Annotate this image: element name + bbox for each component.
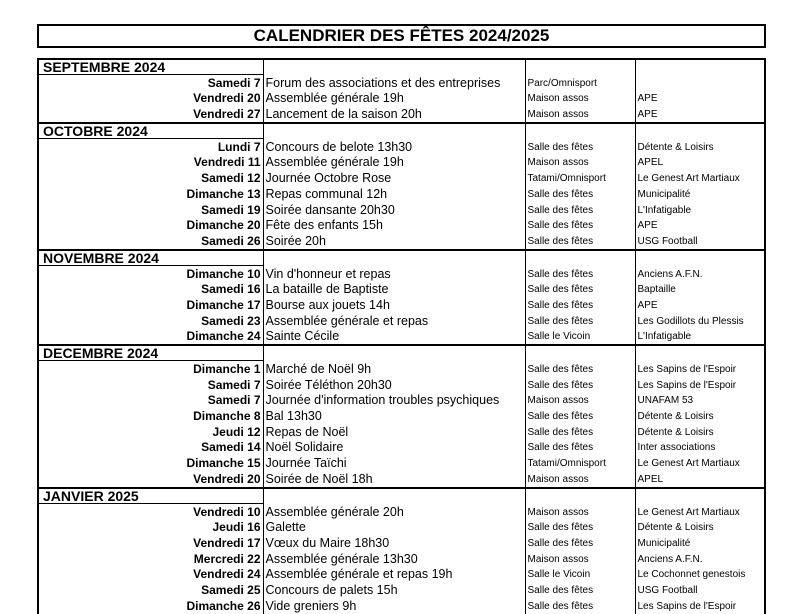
- event-location: Maison assos: [525, 393, 635, 409]
- event-name: Noël Solidaire: [263, 440, 525, 456]
- event-day: Vendredi 17: [38, 535, 263, 551]
- event-name: Assemblée générale 13h30: [263, 551, 525, 567]
- event-row: [38, 471, 765, 488]
- event-location: Tatami/Omnisport: [525, 455, 635, 471]
- event-name: Fête des enfants 15h: [263, 218, 525, 234]
- event-day: Vendredi 20: [38, 471, 263, 488]
- event-location: Salle des fêtes: [525, 265, 635, 281]
- month-header-row: [38, 59, 765, 75]
- event-day: Mercredi 22: [38, 551, 263, 567]
- event-organizer: Le Cochonnet genestois: [635, 567, 765, 583]
- month-spacer: [635, 488, 765, 504]
- event-organizer: UNAFAM 53: [635, 393, 765, 409]
- month-spacer: [635, 123, 765, 139]
- month-spacer: [525, 59, 635, 75]
- event-day: Vendredi 27: [38, 106, 263, 123]
- event-day: Samedi 23: [38, 313, 263, 329]
- event-row: [38, 297, 765, 313]
- event-name: Concours de palets 15h: [263, 582, 525, 598]
- event-organizer: Détente & Loisirs: [635, 408, 765, 424]
- event-name: Bourse aux jouets 14h: [263, 297, 525, 313]
- event-organizer: USG Football: [635, 582, 765, 598]
- event-organizer: Détente & Loisirs: [635, 424, 765, 440]
- event-location: Salle des fêtes: [525, 139, 635, 155]
- event-row: [38, 91, 765, 107]
- event-name: Journée Taïchi: [263, 455, 525, 471]
- event-organizer: Baptaille: [635, 282, 765, 298]
- event-name: Soirée 20h: [263, 233, 525, 250]
- event-location: Salle des fêtes: [525, 582, 635, 598]
- event-location: Salle des fêtes: [525, 233, 635, 250]
- event-name: Marché de Noël 9h: [263, 361, 525, 377]
- event-row: [38, 582, 765, 598]
- event-organizer: Municipalité: [635, 186, 765, 202]
- month-spacer: [635, 250, 765, 266]
- event-organizer: APE: [635, 218, 765, 234]
- event-organizer: L'Infatigable: [635, 329, 765, 346]
- event-row: [38, 233, 765, 250]
- event-name: Assemblée générale et repas: [263, 313, 525, 329]
- event-name: Repas communal 12h: [263, 186, 525, 202]
- month-name: NOVEMBRE 2024: [38, 250, 263, 266]
- event-row: [38, 551, 765, 567]
- event-row: [38, 377, 765, 393]
- event-name: Assemblée générale 19h: [263, 91, 525, 107]
- month-spacer: [635, 59, 765, 75]
- event-location: Salle des fêtes: [525, 202, 635, 218]
- event-name: Bal 13h30: [263, 408, 525, 424]
- event-row: [38, 567, 765, 583]
- event-day: Samedi 26: [38, 233, 263, 250]
- event-name: La bataille de Baptiste: [263, 282, 525, 298]
- event-location: Salle des fêtes: [525, 408, 635, 424]
- event-row: [38, 170, 765, 186]
- event-row: [38, 202, 765, 218]
- event-organizer: Le Genest Art Martiaux: [635, 503, 765, 519]
- event-location: Maison assos: [525, 471, 635, 488]
- event-location: Salle des fêtes: [525, 377, 635, 393]
- event-row: [38, 155, 765, 171]
- event-name: Journée Octobre Rose: [263, 170, 525, 186]
- event-row: [38, 106, 765, 123]
- event-day: Dimanche 10: [38, 265, 263, 281]
- event-row: [38, 455, 765, 471]
- event-name: Galette: [263, 520, 525, 536]
- event-organizer: Les Sapins de l'Espoir: [635, 377, 765, 393]
- event-day: Samedi 7: [38, 377, 263, 393]
- event-day: Samedi 19: [38, 202, 263, 218]
- event-day: Samedi 16: [38, 282, 263, 298]
- month-spacer: [263, 488, 525, 504]
- event-location: Parc/Omnisport: [525, 75, 635, 91]
- month-header-row: [38, 345, 765, 361]
- event-row: [38, 440, 765, 456]
- event-organizer: Détente & Loisirs: [635, 139, 765, 155]
- event-location: Salle des fêtes: [525, 218, 635, 234]
- event-location: Salle des fêtes: [525, 598, 635, 614]
- event-row: [38, 139, 765, 155]
- event-name: Soirée Téléthon 20h30: [263, 377, 525, 393]
- event-row: [38, 313, 765, 329]
- event-organizer: USG Football: [635, 233, 765, 250]
- event-row: [38, 265, 765, 281]
- event-organizer: APE: [635, 106, 765, 123]
- event-day: Dimanche 15: [38, 455, 263, 471]
- event-location: Salle le Vicoin: [525, 329, 635, 346]
- month-spacer: [525, 250, 635, 266]
- event-organizer: APE: [635, 91, 765, 107]
- event-row: [38, 186, 765, 202]
- event-day: Dimanche 26: [38, 598, 263, 614]
- event-organizer: Anciens A.F.N.: [635, 265, 765, 281]
- event-day: Dimanche 20: [38, 218, 263, 234]
- event-day: Vendredi 24: [38, 567, 263, 583]
- event-location: Salle le Vicoin: [525, 567, 635, 583]
- event-day: Jeudi 16: [38, 520, 263, 536]
- event-location: Maison assos: [525, 503, 635, 519]
- event-location: Salle des fêtes: [525, 424, 635, 440]
- event-location: Maison assos: [525, 155, 635, 171]
- event-organizer: Les Godillots du Plessis: [635, 313, 765, 329]
- event-organizer: APE: [635, 297, 765, 313]
- event-location: Maison assos: [525, 551, 635, 567]
- event-day: Dimanche 24: [38, 329, 263, 346]
- event-row: [38, 75, 765, 91]
- month-spacer: [635, 345, 765, 361]
- event-day: Samedi 7: [38, 75, 263, 91]
- event-organizer: Les Sapins de l'Espoir: [635, 598, 765, 614]
- calendar-title: CALENDRIER DES FÊTES 2024/2025: [37, 24, 766, 48]
- event-day: Vendredi 10: [38, 503, 263, 519]
- event-day: Samedi 25: [38, 582, 263, 598]
- month-spacer: [525, 488, 635, 504]
- event-day: Samedi 7: [38, 393, 263, 409]
- month-spacer: [263, 345, 525, 361]
- events-table: [37, 58, 766, 614]
- event-organizer: [635, 75, 765, 91]
- month-name: OCTOBRE 2024: [38, 123, 263, 139]
- event-row: [38, 329, 765, 346]
- event-name: Soirée de Noël 18h: [263, 471, 525, 488]
- event-day: Dimanche 8: [38, 408, 263, 424]
- month-name: JANVIER 2025: [38, 488, 263, 504]
- event-organizer: L'Infatigable: [635, 202, 765, 218]
- event-row: [38, 218, 765, 234]
- event-day: Dimanche 13: [38, 186, 263, 202]
- event-location: Salle des fêtes: [525, 361, 635, 377]
- month-spacer: [263, 59, 525, 75]
- event-name: Concours de belote 13h30: [263, 139, 525, 155]
- event-row: [38, 361, 765, 377]
- event-name: Repas de Noël: [263, 424, 525, 440]
- event-day: Vendredi 20: [38, 91, 263, 107]
- events-table-body: [38, 59, 765, 614]
- event-organizer: APEL: [635, 155, 765, 171]
- month-spacer: [525, 345, 635, 361]
- event-row: [38, 408, 765, 424]
- event-day: Lundi 7: [38, 139, 263, 155]
- month-spacer: [263, 123, 525, 139]
- event-name: Lancement de la saison 20h: [263, 106, 525, 123]
- event-location: Tatami/Omnisport: [525, 170, 635, 186]
- event-location: Salle des fêtes: [525, 313, 635, 329]
- month-spacer: [263, 250, 525, 266]
- event-row: [38, 503, 765, 519]
- event-row: [38, 598, 765, 614]
- event-organizer: Anciens A.F.N.: [635, 551, 765, 567]
- month-spacer: [525, 123, 635, 139]
- event-location: Maison assos: [525, 106, 635, 123]
- event-day: Jeudi 12: [38, 424, 263, 440]
- event-name: Forum des associations et des entreprises: [263, 75, 525, 91]
- event-location: Salle des fêtes: [525, 440, 635, 456]
- month-header-row: [38, 250, 765, 266]
- month-header-row: [38, 488, 765, 504]
- event-location: Maison assos: [525, 91, 635, 107]
- event-name: Vin d'honneur et repas: [263, 265, 525, 281]
- event-organizer: Le Genest Art Martiaux: [635, 170, 765, 186]
- event-location: Salle des fêtes: [525, 282, 635, 298]
- event-organizer: Détente & Loisirs: [635, 520, 765, 536]
- event-name: Vide greniers 9h: [263, 598, 525, 614]
- event-organizer: APEL: [635, 471, 765, 488]
- event-day: Samedi 12: [38, 170, 263, 186]
- event-location: Salle des fêtes: [525, 520, 635, 536]
- event-organizer: Le Genest Art Martiaux: [635, 455, 765, 471]
- event-organizer: Inter associations: [635, 440, 765, 456]
- event-row: [38, 282, 765, 298]
- event-day: Dimanche 1: [38, 361, 263, 377]
- month-header-row: [38, 123, 765, 139]
- event-name: Sainte Cécile: [263, 329, 525, 346]
- month-name: SEPTEMBRE 2024: [38, 59, 263, 75]
- event-organizer: Municipalité: [635, 535, 765, 551]
- event-name: Assemblée générale 19h: [263, 155, 525, 171]
- event-name: Vœux du Maire 18h30: [263, 535, 525, 551]
- event-organizer: Les Sapins de l'Espoir: [635, 361, 765, 377]
- event-name: Assemblée générale 20h: [263, 503, 525, 519]
- event-day: Vendredi 11: [38, 155, 263, 171]
- event-row: [38, 424, 765, 440]
- event-row: [38, 393, 765, 409]
- event-day: Dimanche 17: [38, 297, 263, 313]
- event-day: Samedi 14: [38, 440, 263, 456]
- event-location: Salle des fêtes: [525, 186, 635, 202]
- month-name: DECEMBRE 2024: [38, 345, 263, 361]
- event-name: Journée d'information troubles psychiques: [263, 393, 525, 409]
- event-row: [38, 535, 765, 551]
- event-location: Salle des fêtes: [525, 535, 635, 551]
- event-location: Salle des fêtes: [525, 297, 635, 313]
- event-row: [38, 520, 765, 536]
- event-name: Assemblée générale et repas 19h: [263, 567, 525, 583]
- event-name: Soirée dansante 20h30: [263, 202, 525, 218]
